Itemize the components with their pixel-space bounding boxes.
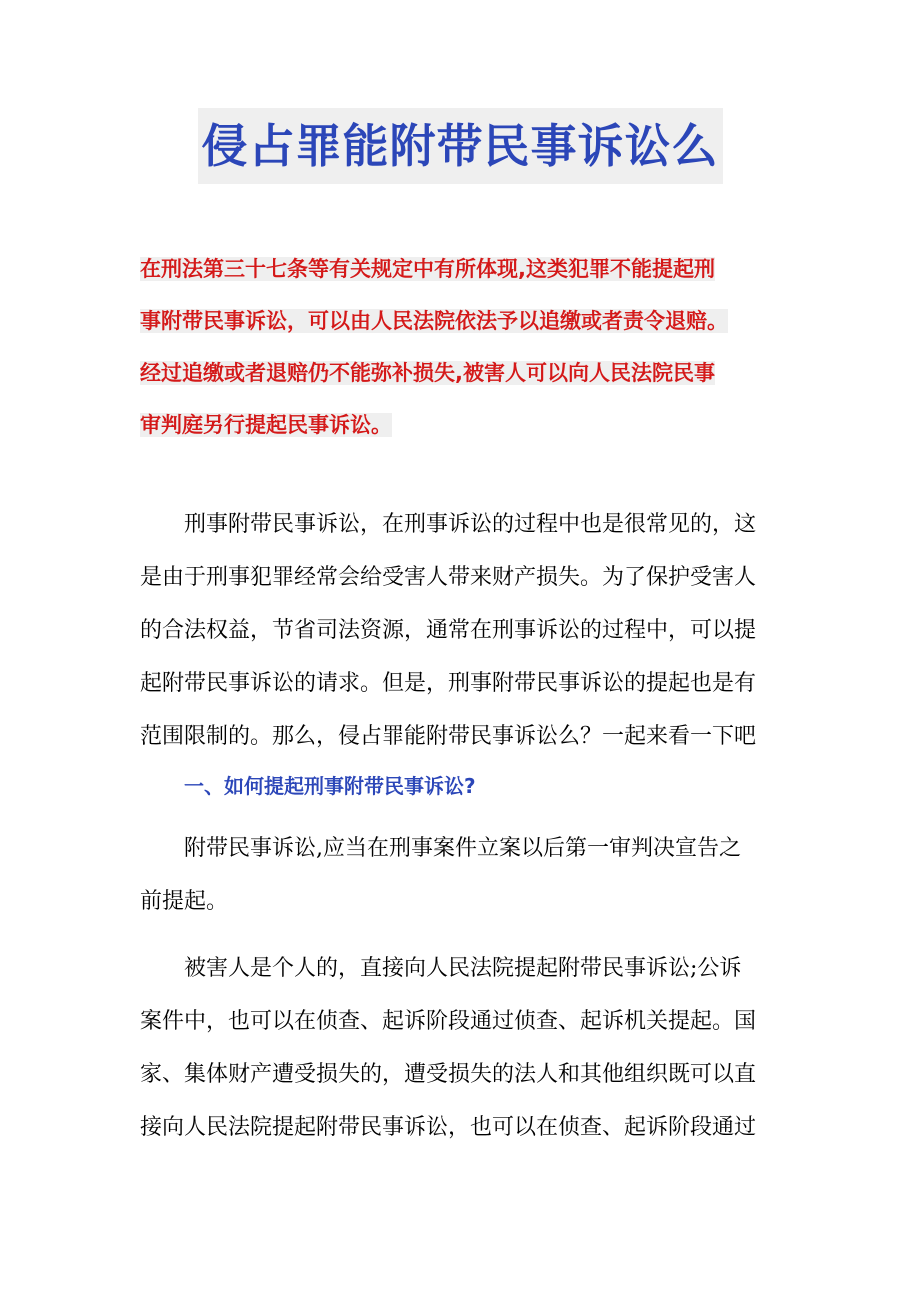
section-heading: 一、如何提起刑事附带民事诉讼?: [184, 774, 476, 798]
paragraph: [140, 498, 786, 763]
section-1-paragraph-2: [140, 942, 786, 1154]
text-line: 起附带民事诉讼的请求。但是，刑事附带民事诉讼的提起也是有: [140, 671, 757, 696]
summary-line: [140, 307, 786, 336]
summary-text: 在刑法第三十七条等有关规定中有所体现,这类犯罪不能提起刑: [140, 257, 715, 281]
paragraph: [140, 942, 786, 1154]
text-line: 是由于刑事犯罪经常会给受害人带来财产损失。为了保护受害人: [140, 565, 757, 590]
summary-text: 经过追缴或者退赔仍不能弥补损失,被害人可以向人民法院民事: [140, 361, 715, 385]
intro-paragraph: [140, 498, 786, 763]
summary-text: 审判庭另行提起民事诉讼。: [140, 413, 392, 437]
text-line: 的合法权益，节省司法资源，通常在刑事诉讼的过程中，可以提: [140, 618, 757, 643]
text-line: 案件中，也可以在侦查、起诉阶段通过侦查、起诉机关提起。国: [140, 1009, 757, 1034]
title-container: [0, 108, 920, 184]
text-line: 家、集体财产遭受损失的，遭受损失的法人和其他组织既可以直: [140, 1062, 757, 1087]
section-1: [140, 760, 786, 813]
text-line: 被害人是个人的，直接向人民法院提起附带民事诉讼;公诉: [184, 956, 742, 981]
text-line: 范围限制的。那么，侵占罪能附带民事诉讼么？一起来看一下吧: [140, 724, 757, 749]
text-line: 附带民事诉讼,应当在刑事案件立案以后第一审判决宣告之: [184, 836, 741, 861]
paragraph: [140, 822, 786, 928]
text-line: 刑事附带民事诉讼，在刑事诉讼的过程中也是很常见的，这: [184, 512, 757, 537]
summary-line: [140, 411, 786, 440]
section-1-paragraph-1: [140, 822, 786, 928]
summary-line: [140, 359, 786, 388]
summary-block: [140, 255, 786, 463]
summary-line: [140, 255, 786, 284]
summary-text: 事附带民事诉讼，可以由人民法院依法予以追缴或者责令退赔。: [140, 309, 728, 333]
text-line: 接向人民法院提起附带民事诉讼，也可以在侦查、起诉阶段通过: [140, 1115, 757, 1140]
text-line: 前提起。: [140, 889, 229, 914]
page-title: 侵占罪能附带民事诉讼么: [198, 108, 723, 184]
